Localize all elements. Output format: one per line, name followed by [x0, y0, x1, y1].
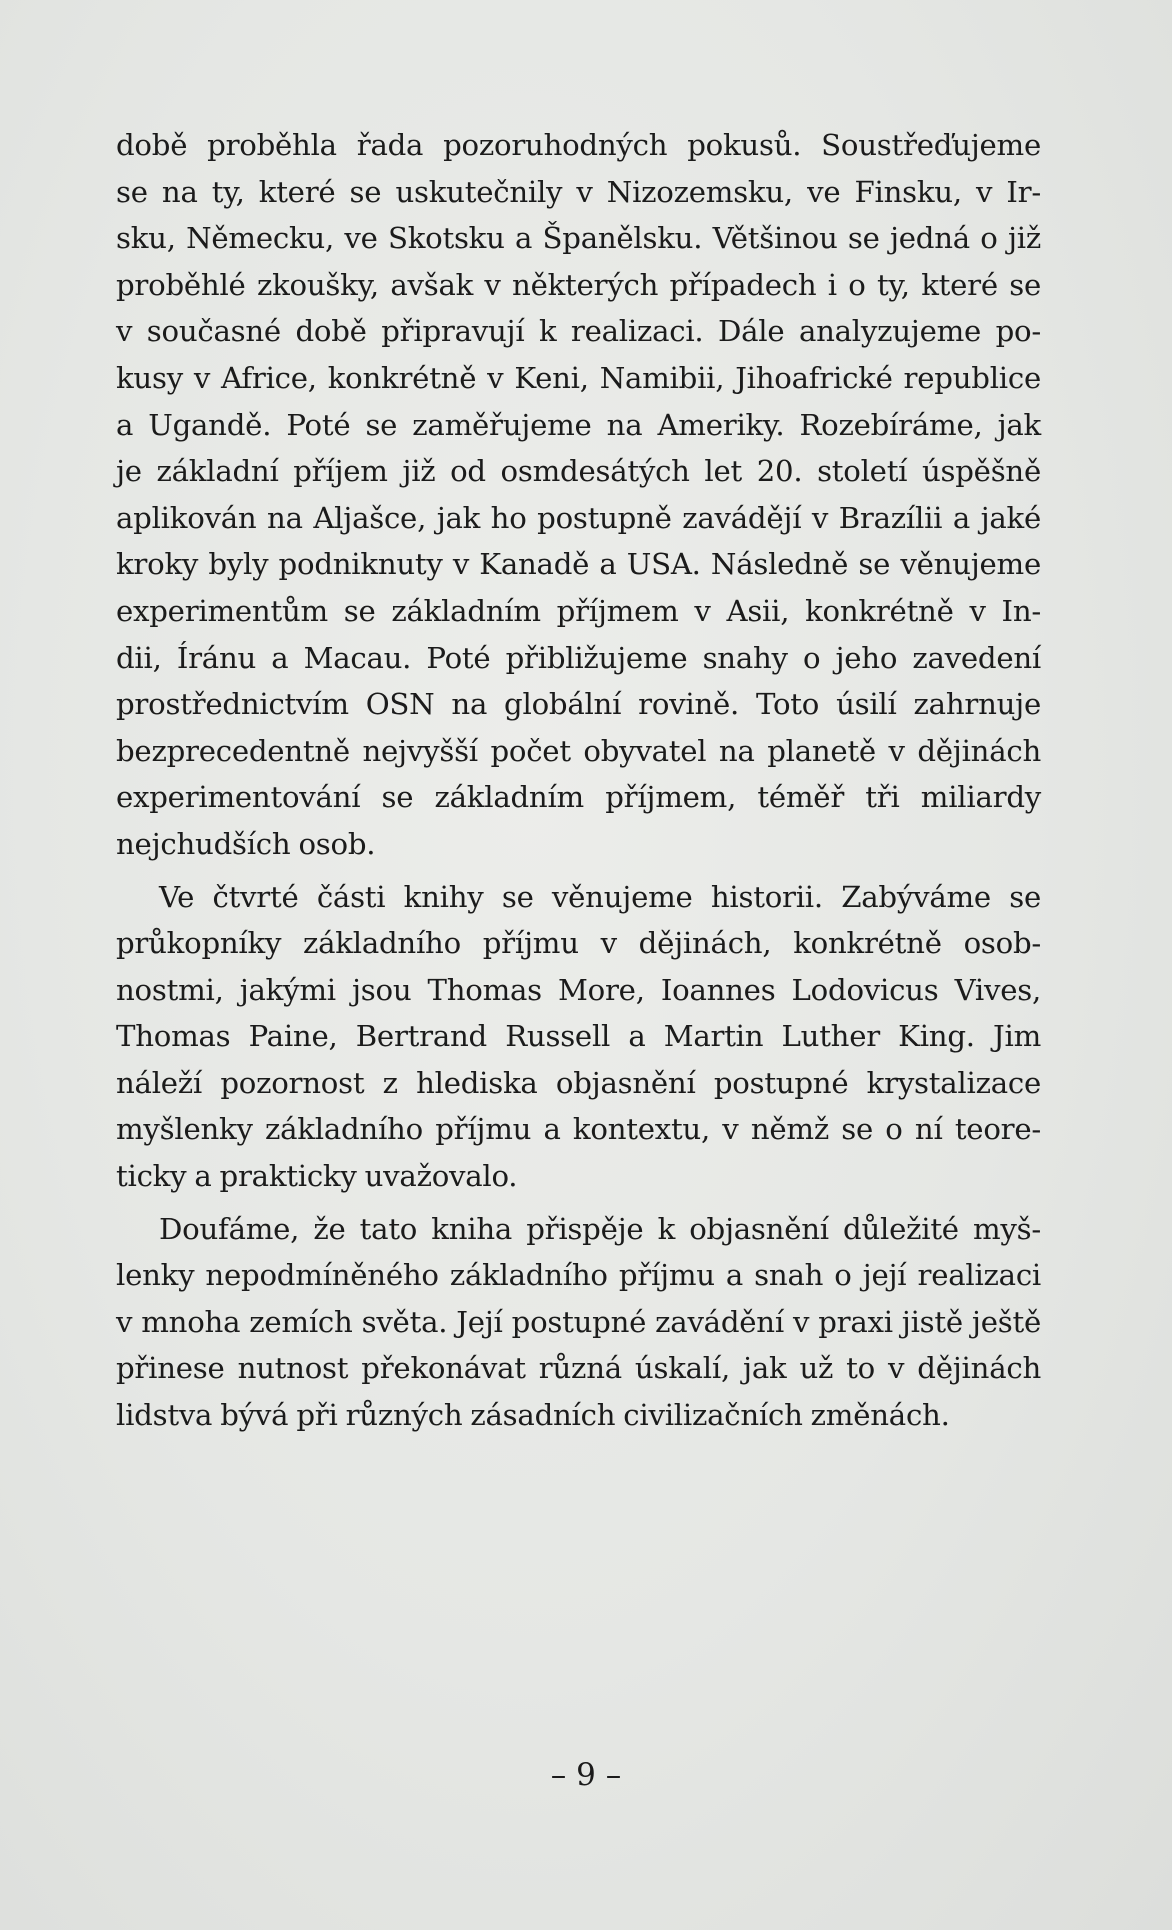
text-line: proběhlé zkoušky, avšak v některých případech i o ty, které se — [116, 267, 1041, 302]
text-line: Thomas Paine, Bertrand Russell a Martin Luther King. Jim — [116, 1019, 1041, 1054]
text-line: aplikován na Aljašce, jak ho postupně zavádějí v Brazílii a jaké — [116, 500, 1041, 535]
text-line: bezprecedentně nejvyšší počet obyvatel na planetě v dějinách — [116, 733, 1041, 768]
paragraph-2 — [116, 874, 1041, 1200]
page-number: – 9 – — [550, 1757, 622, 1793]
text-line: Ve čtvrté části knihy se věnujeme historii. Zabýváme se — [159, 879, 1041, 914]
text-line: přinese nutnost překonávat různá úskalí, jak už to v dějinách — [116, 1351, 1041, 1386]
text-line: lenky nepodmíněného základního příjmu a snah o její realizaci — [116, 1258, 1041, 1293]
text-line: nejchudších osob. — [116, 826, 376, 861]
text-line: lidstva bývá při různých zásadních civilizačních změnách. — [116, 1398, 950, 1433]
text-line: dii, Íránu a Macau. Poté přibližujeme snahy o jeho zavedení — [116, 640, 1041, 675]
paragraph-3 — [116, 1206, 1041, 1439]
text-line: experimentování se základním příjmem, téměř tři miliardy — [116, 780, 1041, 815]
text-line: kusy v Africe, konkrétně v Keni, Namibii, Jihoafrické republice — [116, 360, 1041, 395]
text-line: v současné době připravují k realizaci. Dále analyzujeme po- — [116, 314, 1041, 349]
text-line: nostmi, jakými jsou Thomas More, Ioannes Lodovicus Vives, — [116, 972, 1041, 1007]
body-text — [116, 122, 1041, 1439]
text-line: sku, Německu, ve Skotsku a Španělsku. Většinou se jedná o již — [116, 221, 1041, 256]
text-line: náleží pozornost z hlediska objasnění postupné krystalizace — [116, 1065, 1041, 1100]
text-line: Doufáme, že tato kniha přispěje k objasnění důležité myš- — [159, 1211, 1041, 1246]
text-line: v mnoha zemích světa. Její postupné zavádění v praxi jistě ještě — [116, 1304, 1041, 1339]
text-line: se na ty, které se uskutečnily v Nizozemsku, ve Finsku, v Ir- — [116, 174, 1041, 209]
text-line: myšlenky základního příjmu a kontextu, v němž se o ní teore- — [116, 1112, 1041, 1147]
text-line: je základní příjem již od osmdesátých let 20. století úspěšně — [116, 454, 1041, 489]
text-line: experimentům se základním příjmem v Asii, konkrétně v In- — [116, 593, 1041, 628]
paragraph-1 — [116, 122, 1041, 868]
text-line: ticky a prakticky uvažovalo. — [116, 1159, 518, 1194]
text-line: prostřednictvím OSN na globální rovině. Toto úsilí zahrnuje — [116, 687, 1041, 722]
text-line: kroky byly podniknuty v Kanadě a USA. Následně se věnujeme — [116, 547, 1041, 582]
text-line: a Ugandě. Poté se zaměřujeme na Ameriky. Rozebíráme, jak — [116, 407, 1041, 442]
text-line: době proběhla řada pozoruhodných pokusů. Soustřeďujeme — [116, 128, 1041, 162]
text-line: průkopníky základního příjmu v dějinách, konkrétně osob- — [116, 926, 1041, 961]
